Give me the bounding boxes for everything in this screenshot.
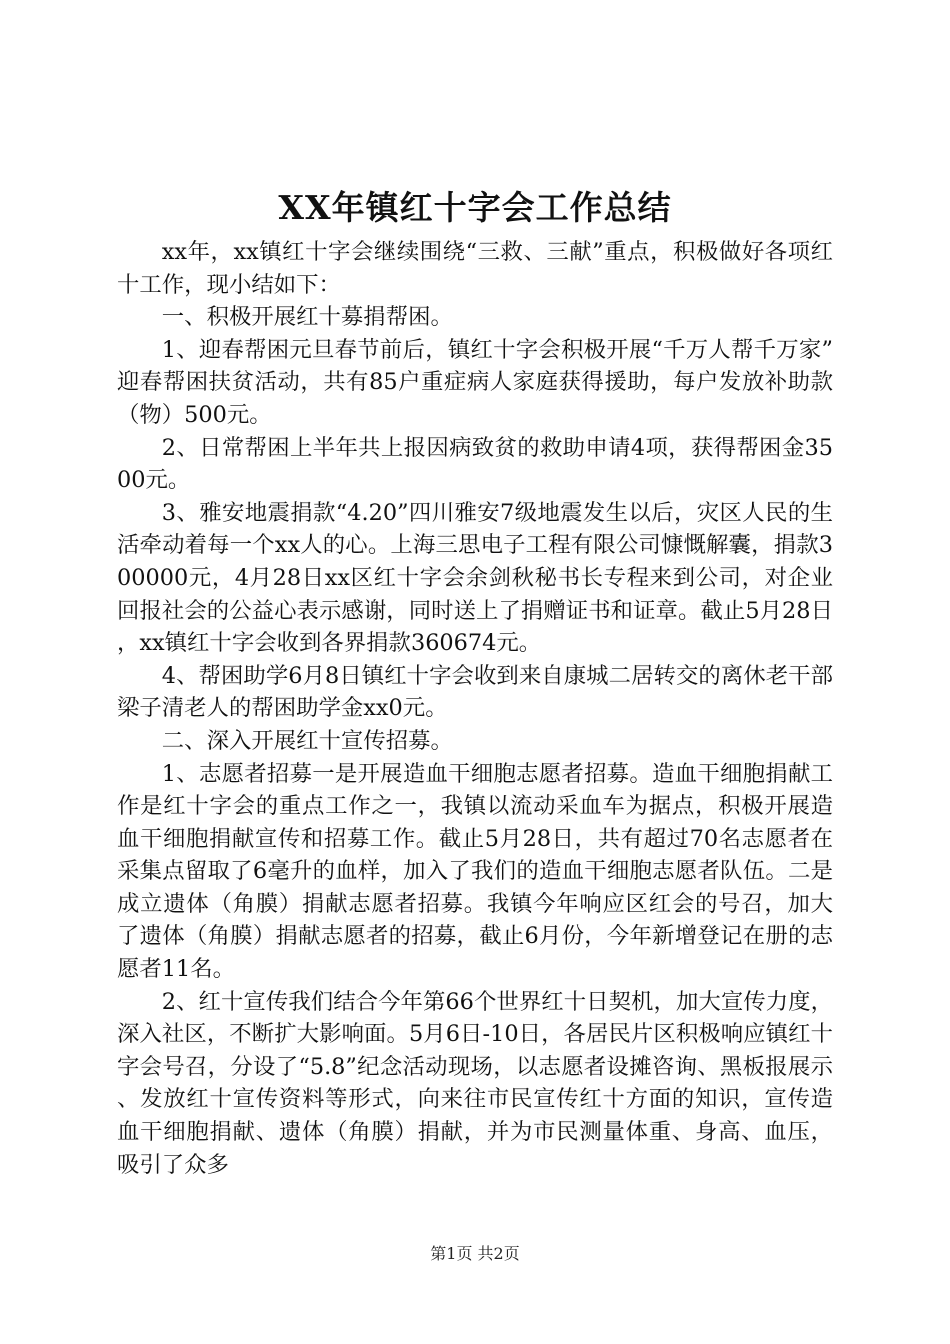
paragraph-1-2: 2、日常帮困上半年共上报因病致贫的救助申请4项，获得帮困金3500元。 [117,434,833,494]
paragraph-intro: xx年，xx镇红十字会继续围绕“三救、三献”重点，积极做好各项红十工作，现小结如下： [117,239,833,298]
paragraph-2-1: 1、志愿者招募一是开展造血干细胞志愿者招募。造血干细胞捐献工作是红十字会的重点工作之一，我镇以流动采血车为据点，积极开展造血干细胞捐献宣传和招募工作。截止5月28日，共有超过70名志愿者在采集点留取了6毫升的血样，加入了我们的造血干细胞志愿者队伍。二是成立遗体（角膜）捐献志愿者招募。我镇今年响应区红会的号召，加大了遗体（角膜）捐献志愿者的招募，截止6月份，今年新增登记在册的志愿者11名。 [117,760,833,983]
paragraph-1-4: 4、帮困助学6月8日镇红十字会收到来自康城二居转交的离休老干部梁子清老人的帮困助学金xx0元。 [117,662,833,722]
page-number-footer: 第1页 共2页 [430,1244,520,1263]
paragraph-2-2: 2、红十宣传我们结合今年第66个世界红十日契机，加大宣传力度，深入社区，不断扩大影响面。5月6日-10日，各居民片区积极响应镇红十字会号召，分设了“5.8”纪念活动现场，以志愿者设摊咨询、黑板报展示、发放红十宣传资料等形式，向来往市民宣传红十方面的知识，宣传造血干细胞捐献、遗体（角膜）捐献，并为市民测量体重、身高、血压，吸引了众多 [117,988,833,1178]
section-heading-2: 二、深入开展红十宣传招募。 [161,727,453,754]
document-body [117,236,833,1181]
document-title: XX年镇红十字会工作总结 [278,188,672,227]
section-heading-1: 一、积极开展红十募捐帮困。 [161,304,453,331]
paragraph-1-1: 1、迎春帮困元旦春节前后，镇红十字会积极开展“千万人帮千万家”迎春帮困扶贫活动，共有85户重症病人家庭获得援助，每户发放补助款（物）500元。 [117,336,833,428]
paragraph-1-3: 3、雅安地震捐款“4.20”四川雅安7级地震发生以后，灾区人民的生活牵动着每一个xx人的心。上海三思电子工程有限公司慷慨解囊，捐款300000元，4月28日xx区红十字会余剑秋秘书长专程来到公司，对企业回报社会的公益心表示感谢，同时送上了捐赠证书和证章。截止5月28日，xx镇红十字会收到各界捐款360674元。 [117,499,833,657]
